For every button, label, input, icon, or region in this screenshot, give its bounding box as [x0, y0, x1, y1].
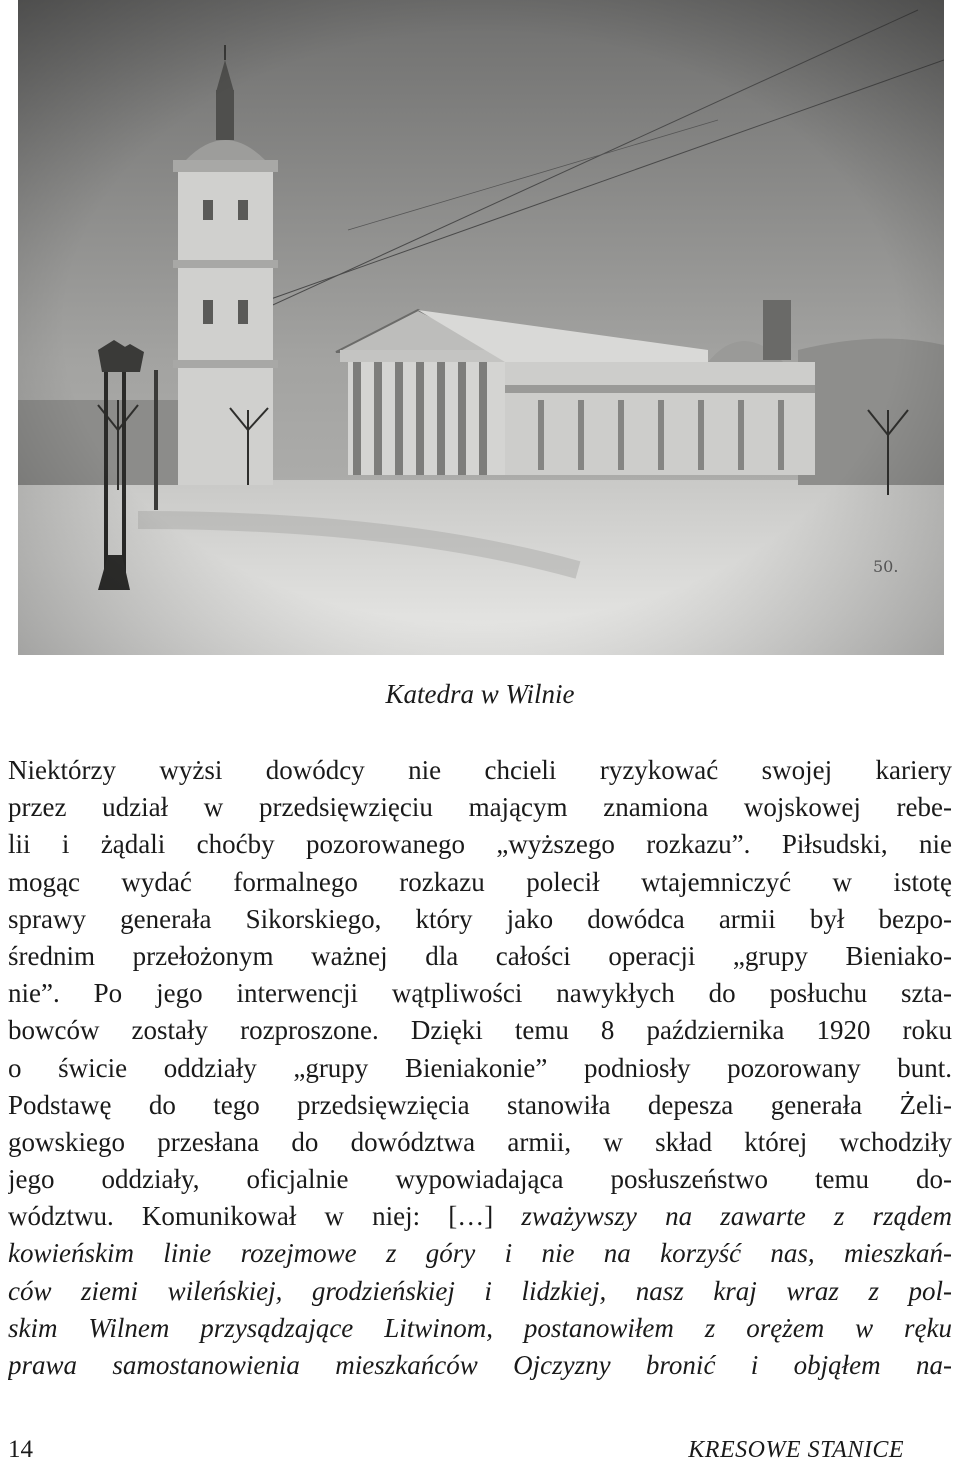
text-line [8, 1012, 952, 1049]
italic-quote-segment: ców ziemi wileńskiej, grodzieńskiej i lidzkiej, nasz kraj wraz z pol- [8, 1275, 952, 1306]
text-segment: średnim przełożonym ważnej dla całości operacji „grupy Bieniako- [8, 940, 952, 971]
page-number: 14 [8, 1436, 33, 1463]
text-line [8, 752, 952, 789]
body-text [8, 752, 952, 1384]
text-line [8, 864, 952, 901]
italic-quote-segment: prawa samostanowienia mieszkańców Ojczyzny bronić i objąłem na- [8, 1350, 952, 1380]
figure-caption: Katedra w Wilnie [385, 679, 575, 709]
text-line [8, 1124, 952, 1161]
text-segment: Niektórzy wyżsi dowódcy nie chcieli ryzykować swojej kariery [8, 755, 952, 785]
text-line [8, 1087, 952, 1124]
italic-quote-segment: skim Wilnem przysądzające Litwinom, postanowiłem z orężem w ręku [8, 1312, 952, 1343]
text-segment: jego oddziały, oficjalnie wypowiadająca posłuszeństwo temu do- [8, 1164, 952, 1195]
italic-quote-segment: zważywszy na zawarte z rządem [521, 1201, 952, 1232]
text-line [8, 938, 952, 975]
text-line [8, 1273, 952, 1310]
text-line [8, 826, 952, 863]
text-line [8, 1347, 952, 1384]
text-line [8, 901, 952, 938]
text-line [8, 1235, 952, 1272]
text-segment: nie”. Po jego interwencji wątpliwości nawykłych do posłuchu szta- [8, 978, 952, 1009]
text-segment: o świcie oddziały „grupy Bieniakonie” podniosły pozorowany bunt. [8, 1052, 952, 1083]
text-segment: przez udział w przedsięwzięciu mającym znamiona wojskowej rebe- [8, 792, 952, 823]
text-segment: gowskiego przesłana do dowództwa armii, w skład której wchodziły [8, 1126, 952, 1157]
cathedral-photograph [18, 0, 944, 655]
text-line [8, 1198, 952, 1235]
text-line [8, 1310, 952, 1347]
text-segment: wództwu. Komunikował w niej: […] [8, 1201, 522, 1232]
text-segment: bowców zostały rozproszone. Dzięki temu 8 października 1920 roku [8, 1015, 952, 1046]
text-line [8, 1050, 952, 1087]
text-line [8, 975, 952, 1012]
text-line [8, 789, 952, 826]
text-segment: mogąc wydać formalnego rozkazu polecił wtajemniczyć w istotę [8, 866, 952, 897]
text-segment: sprawy generała Sikorskiego, który jako dowódca armii był bezpo- [8, 903, 952, 934]
text-segment: lii i żądali choćby pozorowanego „wyższego rozkazu”. Piłsudski, nie [8, 829, 952, 860]
plate-mark: 50. [873, 557, 899, 576]
text-line [8, 1161, 952, 1198]
italic-quote-segment: kowieńskim linie rozejmowe z góry i nie na korzyść nas, mieszkań- [8, 1238, 952, 1269]
text-segment: Podstawę do tego przedsięwzięcia stanowiła depesza generała Żeli- [8, 1089, 952, 1120]
running-title: KRESOWE STANICE [688, 1437, 904, 1463]
